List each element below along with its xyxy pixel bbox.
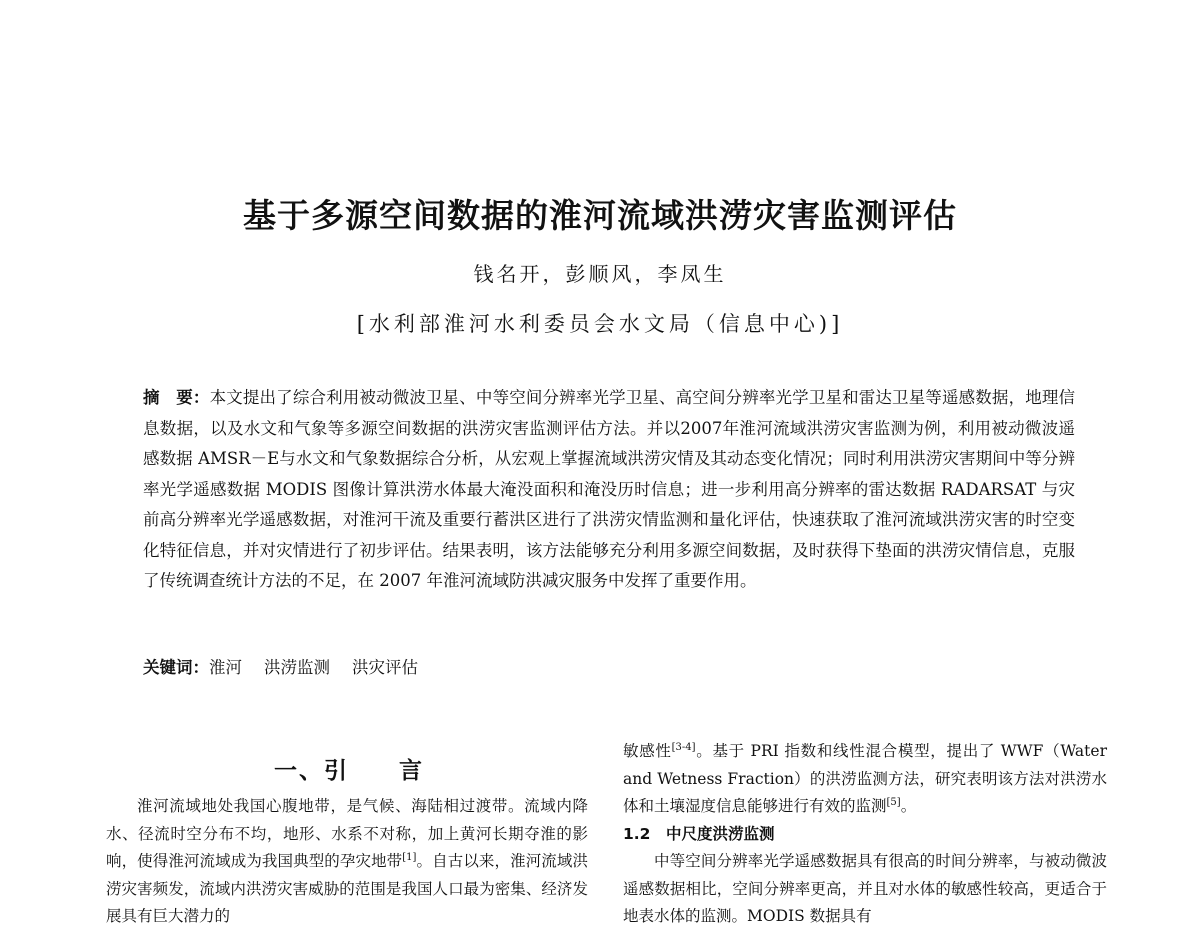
affiliation: [水利部淮河水利委员会水文局（信息中心)]: [356, 312, 844, 336]
intro-text-a: 淮河流域地处我国心腹地带，是气候、海陆相过渡带。流域内降水、径流时空分布不均，地形、水系不对称，加上黄河长期夺淮的影响，使得淮河流域成为我国典型的孕灾地带: [106, 797, 588, 870]
right-text-b: 。基于 PRI 指数和线性混合模型，提出了 WWF（Water and Wetness Fraction）的洪涝监测方法，研究表明该方法对洪涝水体和土壤湿度信息能够进行有效的监测: [623, 742, 1107, 815]
paper-title: 基于多源空间数据的淮河流域洪涝灾害监测评估: [243, 196, 957, 235]
right-text-c: 。: [900, 797, 917, 815]
abstract-label: 摘 要：: [143, 388, 210, 407]
subsection-heading: 1.2 中尺度洪涝监测: [623, 824, 775, 843]
left-column: [106, 793, 588, 931]
intro-text-b: 。自古以来，淮河流域洪涝灾害频发，流域内洪涝灾害威胁的范围是我国人口最为密集、经济发展具有巨大潜力的: [106, 852, 588, 925]
right-paragraph-1: [623, 738, 1107, 821]
citation-ref: [1]: [402, 851, 417, 863]
keyword-item: 淮河: [209, 658, 242, 677]
right-text-a: 敏感性: [623, 742, 672, 760]
section-heading-introduction: 一、引 言: [274, 758, 424, 784]
keywords-label: 关键词：: [143, 658, 209, 677]
keyword-item: 洪涝监测: [264, 658, 330, 677]
right-paragraph-2: 中等空间分辨率光学遥感数据具有很高的时间分辨率，与被动微波遥感数据相比，空间分辨率更高，并且对水体的敏感性较高，更适合于地表水体的监测。MODIS 数据具有: [623, 852, 1107, 925]
right-column: [623, 738, 1107, 931]
citation-ref: [5]: [886, 796, 901, 808]
keyword-item: 洪灾评估: [352, 658, 418, 677]
keywords: [143, 654, 1075, 682]
citation-ref: [3-4]: [671, 741, 696, 753]
abstract-text: 本文提出了综合利用被动微波卫星、中等空间分辨率光学卫星、高空间分辨率光学卫星和雷达卫星等遥感数据，地理信息数据，以及水文和气象等多源空间数据的洪涝灾害监测评估方法。并以2007年淮河流域洪涝灾害监测为例，利用被动微波遥感数据 AMSR－E与水文和气象数据综合分析，从宏观上掌握流域洪涝灾情及其动态变化情况；同时利用洪涝灾害期间中等分辨率光学遥感数据 MODIS 图像计算洪涝水体最大淹没面积和淹没历时信息；进一步利用高分辨率的雷达数据 RADARSAT 与灾前高分辨率光学遥感数据，对淮河干流及重要行蓄洪区进行了洪涝灾情监测和量化评估，快速获取了淮河流域洪涝灾害的时空变化特征信息，并对灾情进行了初步评估。结果表明，该方法能够充分利用多源空间数据，及时获得下垫面的洪涝灾情信息，克服了传统调查统计方法的不足，在 2007 年淮河流域防洪减灾服务中发挥了重要作用。: [143, 388, 1076, 590]
authors: 钱名开，彭顺风，李凤生: [473, 262, 727, 286]
abstract: [143, 383, 1075, 597]
intro-paragraph: [106, 793, 588, 931]
